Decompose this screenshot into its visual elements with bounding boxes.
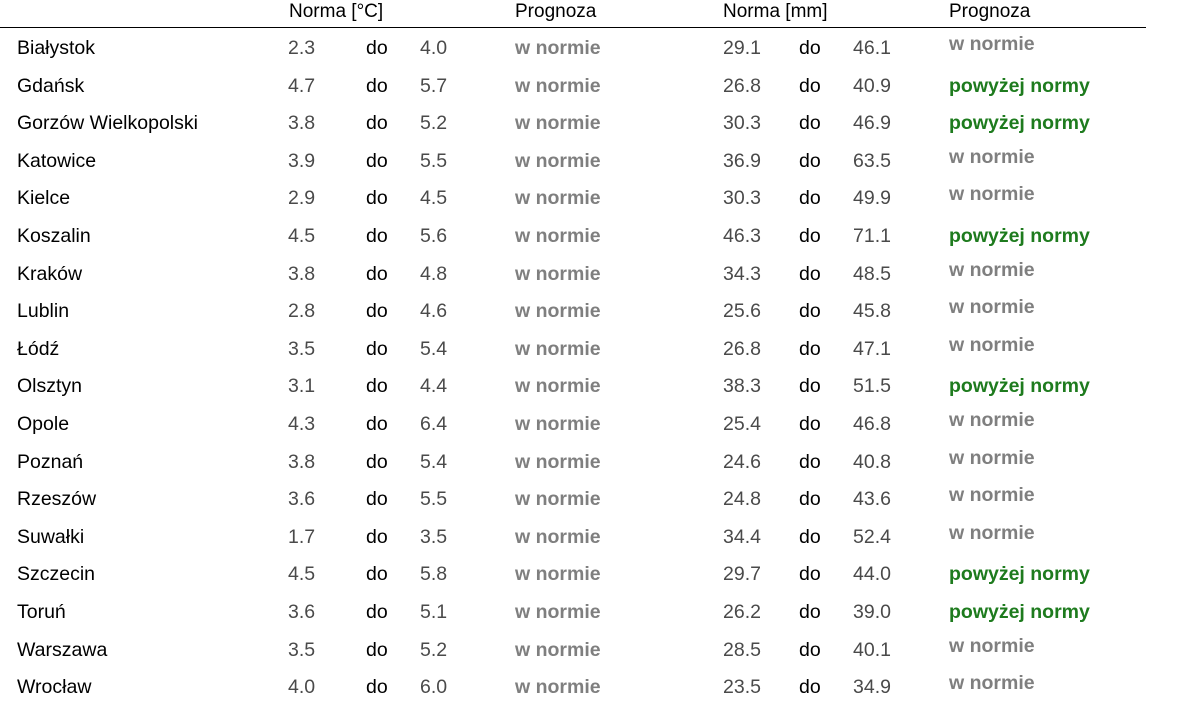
precip-norm-min: 25.6	[723, 300, 761, 323]
temp-forecast: w normie	[515, 488, 601, 511]
temp-forecast: w normie	[515, 375, 601, 398]
temp-norm-separator: do	[366, 676, 388, 699]
temp-norm-separator: do	[366, 74, 388, 97]
temp-norm-min: 2.8	[288, 300, 316, 323]
table-row	[0, 592, 1200, 630]
precip-forecast: w normie	[949, 333, 1035, 356]
city-name: Opole	[17, 412, 70, 435]
temp-forecast: w normie	[515, 224, 601, 247]
temp-norm-separator: do	[366, 563, 388, 586]
precip-norm-separator: do	[799, 600, 821, 623]
precip-norm-max: 48.5	[853, 262, 891, 285]
precip-norm-max: 46.1	[853, 37, 891, 59]
precip-norm-min: 24.6	[723, 450, 761, 473]
precip-forecast: w normie	[949, 33, 1035, 55]
temp-norm-separator: do	[366, 450, 388, 473]
table-row	[0, 667, 1200, 705]
precip-norm-min: 36.9	[723, 149, 761, 172]
temp-norm-max: 5.2	[420, 112, 448, 135]
precip-norm-min: 23.5	[723, 676, 761, 699]
city-name: Suwałki	[17, 525, 85, 548]
precip-norm-max: 46.9	[853, 112, 891, 135]
precip-forecast: w normie	[949, 296, 1035, 319]
temp-norm-separator: do	[366, 638, 388, 661]
header-precip-forecast: Prognoza	[949, 1, 1031, 22]
table-row	[0, 254, 1200, 292]
precip-norm-max: 34.9	[853, 676, 891, 699]
forecast-table-body	[0, 28, 1200, 705]
precip-forecast: w normie	[949, 484, 1035, 507]
table-row	[0, 442, 1200, 480]
precip-norm-separator: do	[799, 676, 821, 699]
city-name: Warszawa	[17, 638, 108, 661]
temp-forecast: w normie	[515, 450, 601, 473]
temp-norm-min: 3.6	[288, 488, 316, 511]
temp-forecast: w normie	[515, 187, 601, 210]
temp-norm-separator: do	[366, 187, 388, 210]
precip-norm-max: 40.1	[853, 638, 891, 661]
temp-forecast: w normie	[515, 525, 601, 548]
precip-forecast: powyżej normy	[949, 112, 1090, 135]
precip-norm-max: 45.8	[853, 300, 891, 323]
city-name: Kielce	[17, 187, 71, 210]
precip-norm-min: 26.8	[723, 337, 761, 360]
temp-norm-separator: do	[366, 37, 388, 59]
precip-norm-min: 24.8	[723, 488, 761, 511]
city-name: Koszalin	[17, 224, 91, 247]
precip-norm-min: 26.2	[723, 600, 761, 623]
temp-norm-max: 4.0	[420, 37, 448, 59]
precip-norm-max: 44.0	[853, 563, 891, 586]
temp-norm-max: 4.4	[420, 375, 448, 398]
precip-norm-min: 30.3	[723, 112, 761, 135]
header-temp-norm: Norma [°C]	[289, 1, 384, 22]
city-name: Białystok	[17, 37, 96, 59]
temp-norm-max: 4.5	[420, 187, 448, 210]
precip-norm-max: 40.9	[853, 74, 891, 97]
precip-forecast: powyżej normy	[949, 224, 1090, 247]
precip-forecast: w normie	[949, 145, 1035, 168]
temp-norm-min: 3.6	[288, 600, 316, 623]
table-row	[0, 28, 1200, 66]
temp-norm-min: 4.3	[288, 412, 316, 435]
temp-forecast: w normie	[515, 412, 601, 435]
precip-norm-max: 51.5	[853, 375, 891, 398]
city-name: Toruń	[17, 600, 66, 623]
temp-norm-min: 3.8	[288, 450, 316, 473]
table-row	[0, 366, 1200, 404]
temp-norm-max: 4.6	[420, 300, 448, 323]
temp-norm-max: 4.8	[420, 262, 448, 285]
precip-norm-min: 25.4	[723, 412, 761, 435]
temp-norm-max: 5.5	[420, 149, 448, 172]
precip-forecast: powyżej normy	[949, 563, 1090, 586]
precip-norm-separator: do	[799, 337, 821, 360]
table-row	[0, 517, 1200, 555]
table-row	[0, 141, 1200, 179]
precip-norm-max: 40.8	[853, 450, 891, 473]
temp-norm-max: 5.6	[420, 224, 448, 247]
table-row	[0, 178, 1200, 216]
temp-norm-max: 5.1	[420, 600, 448, 623]
temp-norm-separator: do	[366, 300, 388, 323]
precip-norm-separator: do	[799, 300, 821, 323]
table-row	[0, 103, 1200, 141]
temp-norm-min: 3.9	[288, 149, 316, 172]
city-name: Lublin	[17, 300, 70, 323]
precip-norm-max: 71.1	[853, 224, 891, 247]
precip-norm-separator: do	[799, 187, 821, 210]
precip-norm-max: 52.4	[853, 525, 891, 548]
temp-norm-separator: do	[366, 337, 388, 360]
temp-norm-min: 3.8	[288, 262, 316, 285]
city-name: Rzeszów	[17, 488, 97, 511]
table-row	[0, 66, 1200, 104]
table-row	[0, 216, 1200, 254]
temp-norm-min: 4.7	[288, 74, 316, 97]
precip-norm-min: 38.3	[723, 375, 761, 398]
temp-forecast: w normie	[515, 676, 601, 699]
table-row	[0, 479, 1200, 517]
precip-norm-separator: do	[799, 74, 821, 97]
temp-forecast: w normie	[515, 37, 601, 59]
precip-norm-max: 63.5	[853, 149, 891, 172]
precip-norm-separator: do	[799, 112, 821, 135]
precip-norm-min: 29.7	[723, 563, 761, 586]
temp-forecast: w normie	[515, 337, 601, 360]
temp-norm-separator: do	[366, 600, 388, 623]
precip-norm-separator: do	[799, 149, 821, 172]
table-row	[0, 291, 1200, 329]
precip-norm-separator: do	[799, 638, 821, 661]
precip-forecast: w normie	[949, 183, 1035, 206]
temp-norm-separator: do	[366, 525, 388, 548]
precip-forecast: powyżej normy	[949, 74, 1090, 97]
temp-forecast: w normie	[515, 638, 601, 661]
precip-norm-separator: do	[799, 563, 821, 586]
temp-norm-min: 4.5	[288, 224, 316, 247]
temp-norm-min: 3.8	[288, 112, 316, 135]
precip-norm-min: 30.3	[723, 187, 761, 210]
temp-norm-max: 5.2	[420, 638, 448, 661]
precip-norm-separator: do	[799, 37, 821, 59]
precip-forecast: w normie	[949, 672, 1035, 695]
temp-norm-separator: do	[366, 375, 388, 398]
temp-forecast: w normie	[515, 563, 601, 586]
precip-norm-separator: do	[799, 488, 821, 511]
temp-norm-separator: do	[366, 488, 388, 511]
city-name: Kraków	[17, 262, 83, 285]
precip-forecast: w normie	[949, 634, 1035, 657]
precip-norm-max: 49.9	[853, 187, 891, 210]
precip-norm-separator: do	[799, 375, 821, 398]
temp-norm-max: 5.4	[420, 337, 448, 360]
temp-forecast: w normie	[515, 112, 601, 135]
temp-norm-min: 3.5	[288, 337, 316, 360]
precip-norm-separator: do	[799, 224, 821, 247]
temp-norm-max: 3.5	[420, 525, 448, 548]
precip-norm-min: 34.3	[723, 262, 761, 285]
city-name: Gorzów Wielkopolski	[17, 112, 198, 135]
precip-forecast: powyżej normy	[949, 600, 1090, 623]
precip-norm-min: 34.4	[723, 525, 761, 548]
precip-forecast: w normie	[949, 446, 1035, 469]
temp-norm-separator: do	[366, 262, 388, 285]
header-precip-norm: Norma [mm]	[723, 1, 828, 22]
city-name: Gdańsk	[17, 74, 85, 97]
precip-forecast: w normie	[949, 258, 1035, 281]
temp-norm-max: 5.4	[420, 450, 448, 473]
precip-forecast: w normie	[949, 408, 1035, 431]
precip-norm-max: 39.0	[853, 600, 891, 623]
city-name: Katowice	[17, 149, 97, 172]
table-row	[0, 404, 1200, 442]
precip-norm-min: 29.1	[723, 37, 761, 59]
temp-norm-separator: do	[366, 412, 388, 435]
temp-norm-separator: do	[366, 224, 388, 247]
temp-norm-min: 3.5	[288, 638, 316, 661]
table-row	[0, 630, 1200, 668]
precip-norm-separator: do	[799, 450, 821, 473]
city-name: Poznań	[17, 450, 84, 473]
temp-norm-min: 2.9	[288, 187, 316, 210]
city-name: Olsztyn	[17, 375, 83, 398]
temp-forecast: w normie	[515, 262, 601, 285]
temp-forecast: w normie	[515, 600, 601, 623]
header-temp-forecast: Prognoza	[515, 1, 597, 22]
temp-forecast: w normie	[515, 74, 601, 97]
city-name: Szczecin	[17, 563, 96, 586]
table-row	[0, 329, 1200, 367]
precip-norm-min: 46.3	[723, 224, 761, 247]
temp-norm-min: 1.7	[288, 525, 316, 548]
precip-norm-max: 43.6	[853, 488, 891, 511]
temp-norm-min: 4.0	[288, 676, 316, 699]
city-name: Łódź	[17, 337, 60, 360]
precip-norm-max: 47.1	[853, 337, 891, 360]
precip-norm-min: 26.8	[723, 74, 761, 97]
temp-norm-max: 5.8	[420, 563, 448, 586]
temp-forecast: w normie	[515, 149, 601, 172]
table-header	[0, 0, 1146, 28]
temp-norm-separator: do	[366, 149, 388, 172]
temp-norm-min: 4.5	[288, 563, 316, 586]
temp-norm-max: 6.0	[420, 676, 448, 699]
temp-norm-max: 5.7	[420, 74, 448, 97]
precip-forecast: w normie	[949, 521, 1035, 544]
precip-norm-max: 46.8	[853, 412, 891, 435]
temp-norm-separator: do	[366, 112, 388, 135]
city-name: Wrocław	[17, 676, 92, 699]
temp-norm-max: 6.4	[420, 412, 448, 435]
temp-norm-max: 5.5	[420, 488, 448, 511]
temp-norm-min: 2.3	[288, 37, 316, 59]
precip-norm-separator: do	[799, 412, 821, 435]
precip-norm-separator: do	[799, 262, 821, 285]
temp-norm-min: 3.1	[288, 375, 316, 398]
precip-norm-min: 28.5	[723, 638, 761, 661]
temp-forecast: w normie	[515, 300, 601, 323]
precip-norm-separator: do	[799, 525, 821, 548]
table-row	[0, 554, 1200, 592]
precip-forecast: powyżej normy	[949, 375, 1090, 398]
